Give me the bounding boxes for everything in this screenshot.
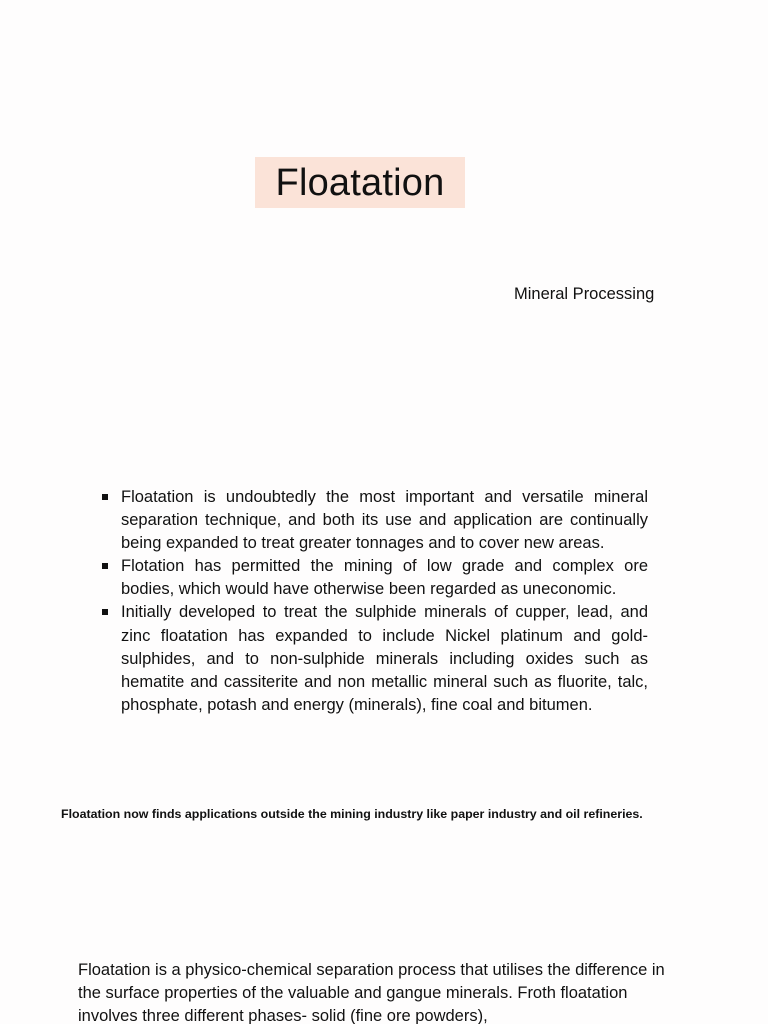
square-bullet-icon (102, 494, 108, 500)
page-subtitle: Mineral Processing (514, 285, 655, 303)
list-item (100, 486, 648, 555)
list-item (100, 601, 648, 716)
list-item (100, 555, 648, 601)
list-item-text: Floatation is undoubtedly the most important and versatile mineral separation technique, and both its use and application are continually being expanded to treat greater tonnages and to cover new areas. (121, 488, 648, 553)
list-item-text: Flotation has permitted the mining of low grade and complex ore bodies, which would have otherwise been regarded as uneconomic. (121, 557, 648, 599)
bold-note: Floatation now finds applications outside the mining industry like paper industry and oil refineries. (61, 807, 643, 821)
square-bullet-icon (102, 563, 108, 569)
list-item-text: Initially developed to treat the sulphide minerals of cupper, lead, and zinc floatation has expanded to include Nickel platinum and gold-sulphides, and to non-sulphide minerals including oxides such as hematite and cassiterite and non metallic mineral such as fluorite, talc, phosphate, potash and energy (minerals), fine coal and bitumen. (121, 603, 648, 714)
square-bullet-icon (102, 609, 108, 615)
body-paragraph: Floatation is a physico-chemical separation process that utilises the difference in the surface properties of the valuable and gangue minerals. Froth floatation involves three different phases- solid (fine ore powders), (78, 961, 665, 1024)
bullet-list (100, 486, 648, 717)
title-highlight (255, 157, 465, 208)
page-title: Floatation (275, 161, 445, 204)
